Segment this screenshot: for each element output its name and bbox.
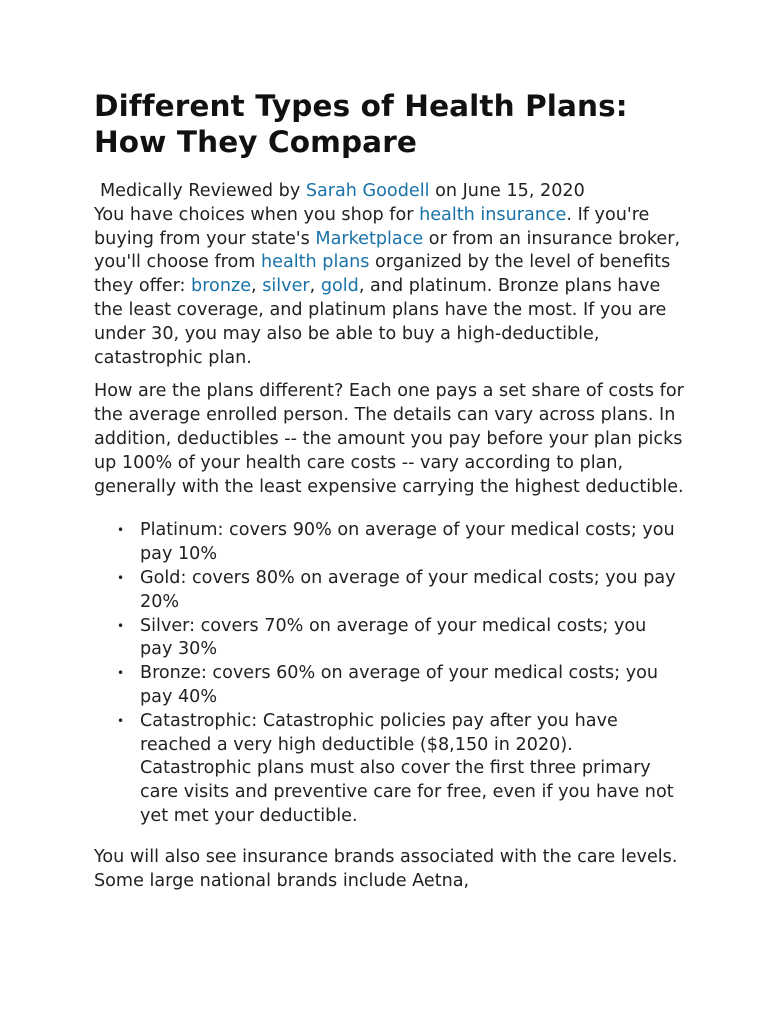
list-item [117,519,684,567]
health-insurance-link[interactable]: health insurance [419,204,567,225]
insurance-brands-paragraph: You will also see insurance brands associated with the care levels. Some large national brands include Aetna, [94,846,678,891]
article-title [94,88,684,160]
bullet-icon: • [117,523,125,538]
bullet-icon: • [117,666,125,681]
bullet-icon: • [117,618,125,633]
list-item [117,710,684,829]
plan-tier-list [94,519,684,828]
gold-link[interactable]: gold [320,276,359,297]
plans-difference-paragraph: How are the plans different? Each one pays a set share of costs for the average enrolled person. The details can vary across plans. In addition, deductibles -- the amount you pay before your plan picks up 100% of your health care costs -- vary according to plan, generally with the least expensive carrying the highest deductible. [94,381,684,497]
list-item-text: Platinum: covers 90% on average of your medical costs; you pay 10% [140,520,675,565]
intro-text-3: or from an insurance broker, you'll choose from [94,228,681,273]
list-item [117,662,684,710]
article [94,88,684,893]
silver-link[interactable]: silver [262,276,310,297]
byline-prefix: Medically Reviewed by [100,181,301,201]
byline [94,180,684,204]
intro-text-4: organized by the level of benefits they offer: [94,252,671,297]
intro-text-5: , and platinum. Bronze plans have the least coverage, and platinum plans have the most. If you are under 30, you may also be able to buy a high-deductible, catastrophic plan. [94,276,667,368]
bronze-link[interactable]: bronze [191,276,252,297]
intro-sep-2: , [309,276,321,297]
article-title-line1: Different Types of Health Plans: [94,89,628,123]
marketplace-link[interactable]: Marketplace [315,228,424,249]
article-title-line2: How They Compare [94,125,417,159]
bullet-icon: • [117,570,125,585]
list-item-text: Catastrophic: Catastrophic policies pay after you have reached a very high deductible ($8,150 in 2020). Catastrophic plans must also cover the first three primary care visits and preventive care for free, even if you have not yet met your deductible. [140,710,674,826]
list-item [117,615,684,663]
byline-date: on June 15, 2020 [435,181,585,201]
health-plans-link[interactable]: health plans [261,252,370,273]
list-item-text: Gold: covers 80% on average of your medical costs; you pay 20% [140,567,676,612]
intro-sep-1: , [251,276,263,297]
bullet-icon: • [117,713,125,728]
list-item [117,567,684,615]
intro-text-2: . If you're buying from your state's [94,204,650,249]
intro-text-1: You have choices when you shop for [94,204,420,225]
intro-paragraph [94,204,684,371]
list-item-text: Silver: covers 70% on average of your medical costs; you pay 30% [140,615,647,660]
reviewer-link[interactable]: Sarah Goodell [305,181,430,201]
list-item-text: Bronze: covers 60% on average of your medical costs; you pay 40% [140,663,659,707]
